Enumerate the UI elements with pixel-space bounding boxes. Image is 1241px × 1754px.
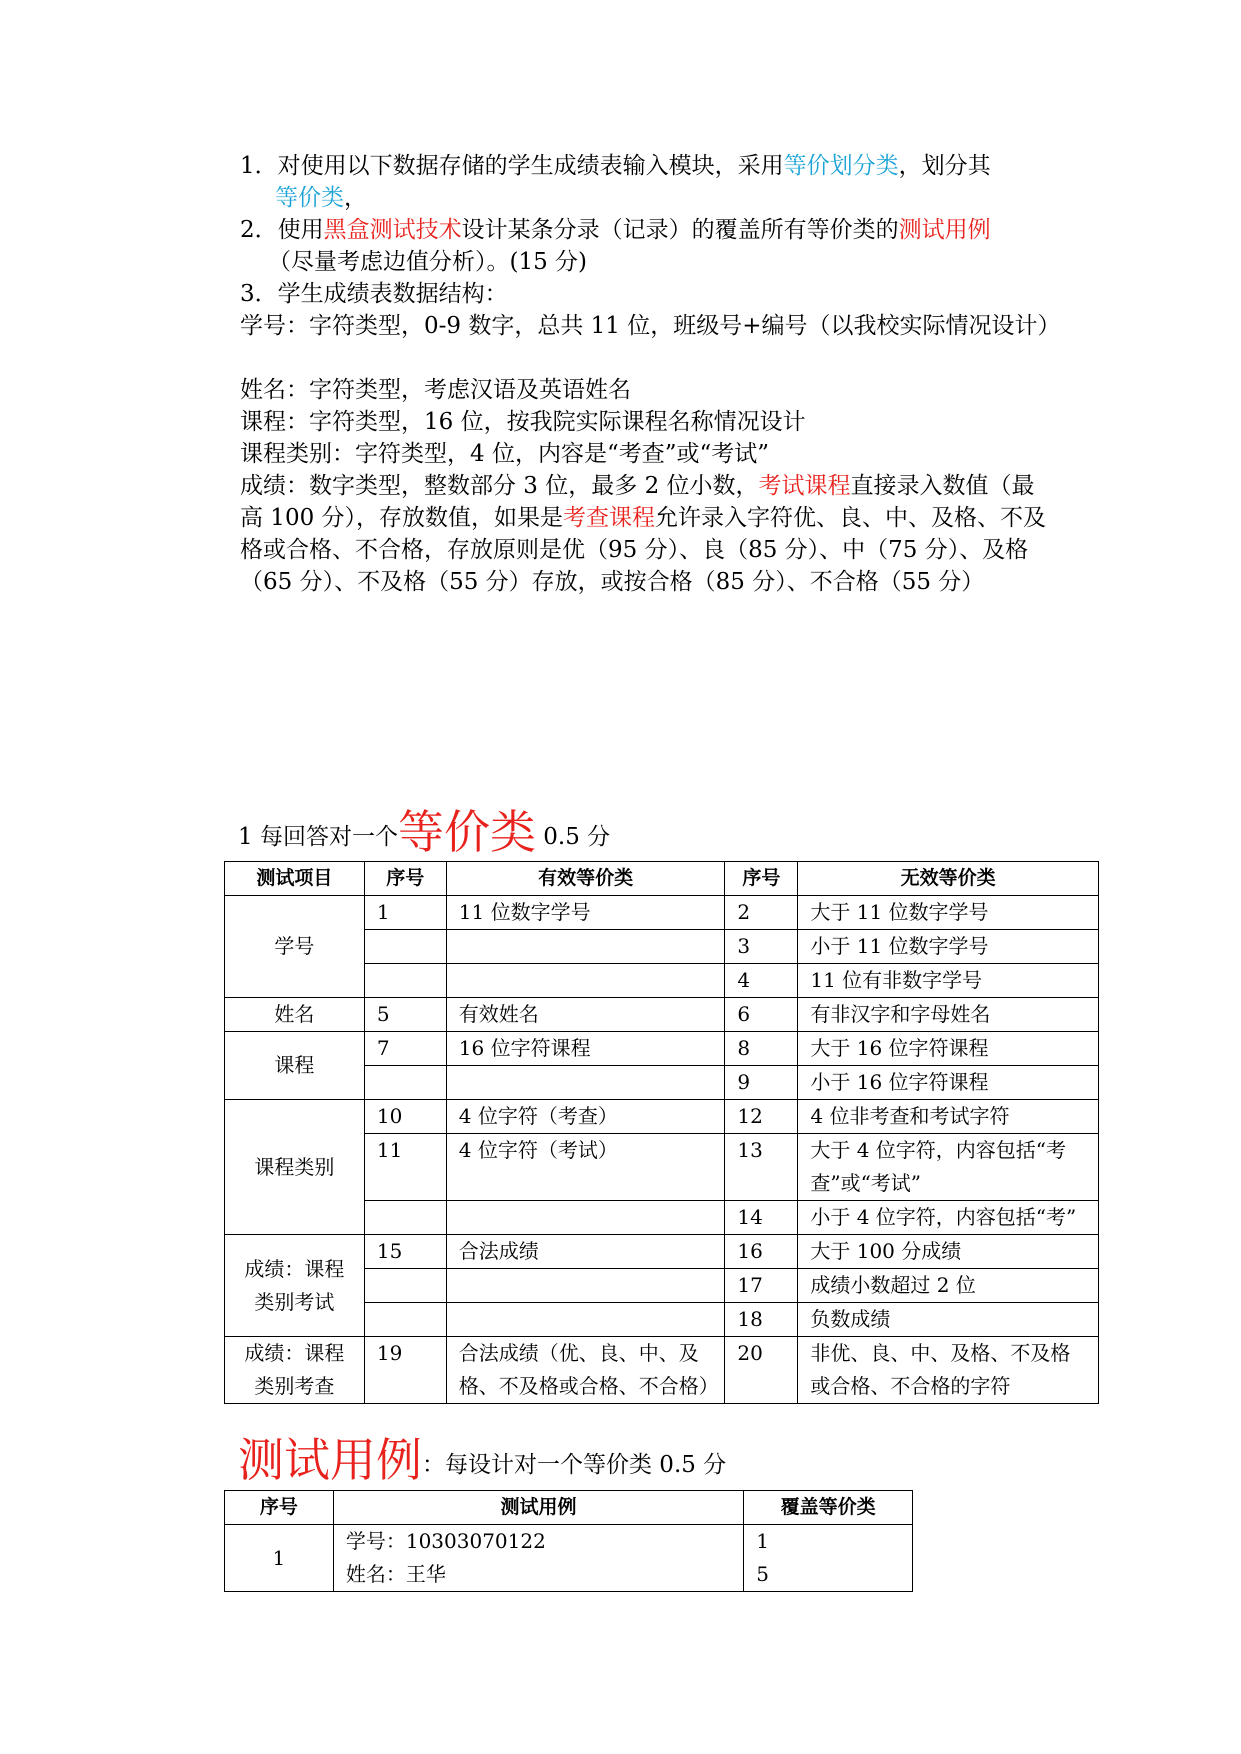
text: 对使用以下数据存储的学生成绩表输入模块，采用 xyxy=(277,153,784,179)
header-test-item: 测试项目 xyxy=(225,862,365,896)
valid-class xyxy=(446,964,725,998)
text: （尽量考虑边值分析）。(15 分) xyxy=(268,249,588,275)
header-valid-no: 序号 xyxy=(364,862,446,896)
valid-class xyxy=(446,930,725,964)
table-row xyxy=(225,1235,1099,1269)
header-test-case: 测试用例 xyxy=(333,1491,743,1525)
case-coverage xyxy=(744,1525,913,1592)
invalid-class: 小于 4 位字符，内容包括“考” xyxy=(798,1201,1099,1235)
header-no: 序号 xyxy=(225,1491,334,1525)
table-row xyxy=(225,1100,1099,1134)
invalid-no: 6 xyxy=(725,998,798,1032)
valid-no xyxy=(364,1303,446,1337)
invalid-no: 18 xyxy=(725,1303,798,1337)
field-course: 课程：字符类型，16 位，按我院实际课程名称情况设计 xyxy=(240,409,806,435)
case-content xyxy=(333,1525,743,1592)
text: 允许录入字符优、良、中、及格、不及格或合格、不合格，存放原则是优（95 分）、良（85 分）、中（75 分）、及格（65 分）、不及格（55 分）存放，或按合格（85 分）、不合格（55 分） xyxy=(240,505,1047,595)
invalid-no: 2 xyxy=(725,896,798,930)
table-row xyxy=(225,1525,913,1592)
equivalence-class-table xyxy=(224,861,1099,1404)
invalid-class: 有非汉字和字母姓名 xyxy=(798,998,1099,1032)
section-test-case-heading xyxy=(238,1430,726,1495)
highlight-test-case: 测试用例 xyxy=(898,217,991,243)
group-cell: 课程类别 xyxy=(225,1100,365,1235)
valid-no: 7 xyxy=(364,1032,446,1066)
item-2 xyxy=(240,214,1050,278)
valid-no xyxy=(364,1269,446,1303)
valid-no: 1 xyxy=(364,896,446,930)
table-row xyxy=(225,1337,1099,1404)
invalid-class: 4 位非考查和考试字符 xyxy=(798,1100,1099,1134)
invalid-no: 17 xyxy=(725,1269,798,1303)
text: ，划分其 xyxy=(898,153,991,179)
valid-no: 10 xyxy=(364,1100,446,1134)
valid-no: 11 xyxy=(364,1134,446,1201)
valid-no xyxy=(364,930,446,964)
invalid-no: 20 xyxy=(725,1337,798,1404)
valid-class: 合法成绩（优、良、中、及格、不及格或合格、不合格） xyxy=(446,1337,725,1404)
test-case-table xyxy=(224,1490,913,1592)
group-cell: 成绩：课程类别考查 xyxy=(225,1337,365,1404)
invalid-no: 9 xyxy=(725,1066,798,1100)
valid-class xyxy=(446,1303,725,1337)
valid-no: 5 xyxy=(364,998,446,1032)
highlight-check-course: 考查课程 xyxy=(563,505,656,531)
table-header-row xyxy=(225,1491,913,1525)
valid-no: 15 xyxy=(364,1235,446,1269)
valid-class: 4 位字符（考试） xyxy=(446,1134,725,1201)
table-row xyxy=(225,998,1099,1032)
invalid-class: 小于 11 位数字学号 xyxy=(798,930,1099,964)
heading-prefix: 1 每回答对一个 xyxy=(238,824,398,850)
group-cell: 姓名 xyxy=(225,998,365,1032)
item-number: 1． xyxy=(240,153,278,179)
group-cell: 课程 xyxy=(225,1032,365,1100)
invalid-no: 4 xyxy=(725,964,798,998)
invalid-class: 负数成绩 xyxy=(798,1303,1099,1337)
highlight-equivalence-partition: 等价划分类 xyxy=(783,153,899,179)
header-valid-class: 有效等价类 xyxy=(446,862,725,896)
valid-no: 19 xyxy=(364,1337,446,1404)
heading-suffix: 0.5 分 xyxy=(535,824,611,850)
case-line: 姓名：王华 xyxy=(345,1562,446,1586)
item-number: 2． xyxy=(240,217,278,243)
case-line: 学号：10303070122 xyxy=(345,1529,546,1553)
heading-big: 等价类 xyxy=(397,805,536,859)
highlight-exam-course: 考试课程 xyxy=(758,473,851,499)
invalid-class: 大于 100 分成绩 xyxy=(798,1235,1099,1269)
item-1 xyxy=(240,150,1050,214)
invalid-no: 14 xyxy=(725,1201,798,1235)
header-coverage: 覆盖等价类 xyxy=(744,1491,913,1525)
coverage-line: 5 xyxy=(756,1562,769,1586)
invalid-class: 非优、良、中、及格、不及格或合格、不合格的字符 xyxy=(798,1337,1099,1404)
case-no: 1 xyxy=(225,1525,334,1592)
text: 直接录入数值（最高 100 分），存放数值，如果是 xyxy=(240,473,1035,531)
invalid-no: 13 xyxy=(725,1134,798,1201)
invalid-no: 12 xyxy=(725,1100,798,1134)
invalid-class: 成绩小数超过 2 位 xyxy=(798,1269,1099,1303)
valid-no xyxy=(364,1201,446,1235)
field-student-id: 学号：字符类型，0-9 数字，总共 11 位，班级号+编号（以我校实际情况设计） xyxy=(240,313,1061,339)
text: ， xyxy=(344,185,367,211)
valid-class xyxy=(446,1201,725,1235)
valid-no xyxy=(364,964,446,998)
valid-class xyxy=(446,1066,725,1100)
invalid-class: 大于 16 位字符课程 xyxy=(798,1032,1099,1066)
text: 设计某条分录（记录）的覆盖所有等价类的 xyxy=(461,217,899,243)
coverage-line: 1 xyxy=(756,1529,769,1553)
field-course-type: 课程类别：字符类型，4 位，内容是“考查”或“考试” xyxy=(240,441,769,467)
invalid-class: 大于 4 位字符，内容包括“考查”或“考试” xyxy=(798,1134,1099,1201)
section-equivalence-heading xyxy=(238,802,610,867)
valid-class: 有效姓名 xyxy=(446,998,725,1032)
text: 成绩：数字类型，整数部分 3 位，最多 2 位小数， xyxy=(240,473,759,499)
invalid-no: 3 xyxy=(725,930,798,964)
group-cell: 学号 xyxy=(225,896,365,998)
valid-class: 11 位数字学号 xyxy=(446,896,725,930)
table-row xyxy=(225,896,1099,930)
text: 使用 xyxy=(277,217,324,243)
invalid-class: 大于 11 位数字学号 xyxy=(798,896,1099,930)
highlight-blackbox: 黑盒测试技术 xyxy=(323,217,462,243)
valid-class: 4 位字符（考查） xyxy=(446,1100,725,1134)
item-3: 3．学生成绩表数据结构： xyxy=(240,281,508,307)
invalid-class: 小于 16 位字符课程 xyxy=(798,1066,1099,1100)
header-invalid-no: 序号 xyxy=(725,862,798,896)
valid-class: 合法成绩 xyxy=(446,1235,725,1269)
table-header-row xyxy=(225,862,1099,896)
invalid-no: 8 xyxy=(725,1032,798,1066)
invalid-class: 11 位有非数字学号 xyxy=(798,964,1099,998)
invalid-no: 16 xyxy=(725,1235,798,1269)
field-score xyxy=(240,470,1050,598)
field-name: 姓名：字符类型，考虑汉语及英语姓名 xyxy=(240,377,631,403)
valid-class xyxy=(446,1269,725,1303)
table-row xyxy=(225,1032,1099,1066)
heading-big: 测试用例 xyxy=(238,1433,422,1487)
highlight-equivalence-class: 等价类 xyxy=(275,185,344,211)
valid-class: 16 位字符课程 xyxy=(446,1032,725,1066)
header-invalid-class: 无效等价类 xyxy=(798,862,1099,896)
group-cell: 成绩：课程类别考试 xyxy=(225,1235,365,1337)
valid-no xyxy=(364,1066,446,1100)
heading-suffix: ：每设计对一个等价类 0.5 分 xyxy=(422,1452,727,1478)
